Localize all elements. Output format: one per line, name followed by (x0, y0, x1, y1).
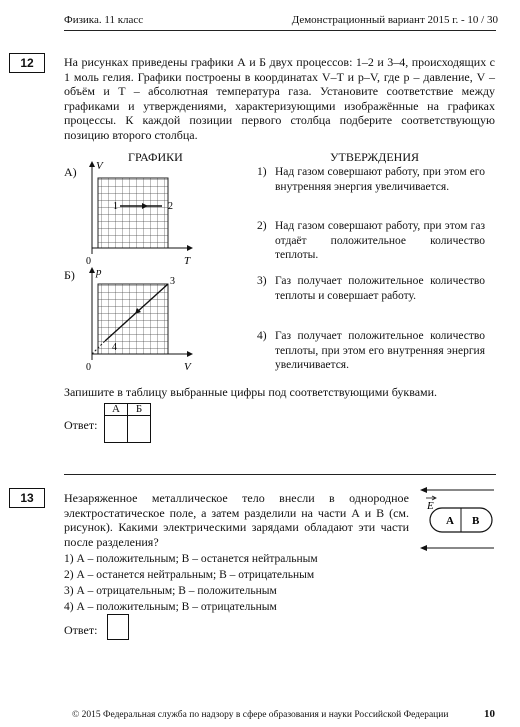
graph-b-label: Б) (64, 268, 75, 282)
statement-2 (257, 219, 485, 263)
graph-b-origin: 0 (86, 362, 91, 373)
graph-a-grid (98, 178, 168, 248)
statement-1 (257, 165, 485, 194)
page-number: 10 (484, 708, 495, 720)
graph-b-grid (98, 284, 168, 354)
question-number-12: 12 (9, 53, 45, 73)
q13-option-2: 2) А – останется нейтральным; В – отрицательным (64, 569, 315, 581)
statement-3-number: 3) (257, 275, 267, 287)
graph-a-y-label: V (96, 160, 103, 172)
graph-b-point-3: 3 (170, 276, 175, 287)
answer-cell-b[interactable] (128, 416, 151, 443)
statement-2-text: Над газом совершают работу, при этом газ отдаёт положительное количество теплоты. (275, 220, 485, 261)
answer-instruction: Запишите в таблицу выбранные цифры под соответствующими буквами. (64, 385, 438, 399)
statement-2-number: 2) (257, 220, 267, 232)
question-divider (64, 474, 496, 475)
part-a-label: А (446, 515, 454, 527)
field-diagram (418, 484, 498, 554)
graph-b-y-label: p (96, 266, 102, 278)
statement-1-number: 1) (257, 166, 267, 178)
footer-copyright: © 2015 Федеральная служба по надзору в сфере образования и науки Российской Федерации (72, 710, 449, 720)
graphs-heading: ГРАФИКИ (128, 150, 183, 164)
graph-a-origin: 0 (86, 256, 91, 267)
header-variant: Демонстрационный вариант 2015 г. - 10 / 30 (291, 14, 498, 26)
question-12-text: На рисунках приведены графики А и Б двух процессов: 1–2 и 3–4, происходящих с 1 моль гелия. Графики построены в координатах V–T и p–V, где p – давление, V – объём и T – абсолютная температура газа. Установите соответствие между графиками и утверждениями, характеризующими изображённые на графиках процессы. К каждой позиции первого столбца подберите соответствующую позицию второго столбца. (64, 55, 495, 142)
graph-b-point-4: 4 (112, 342, 117, 353)
statement-4 (257, 329, 485, 373)
q13-answer-label: Ответ: (64, 623, 98, 637)
q13-answer-box[interactable] (107, 614, 129, 640)
field-label: E (427, 500, 434, 512)
q13-option-4: 4) А – положительным; В – отрицательным (64, 601, 277, 613)
q13-option-1: 1) А – положительным; В – останется нейтральным (64, 553, 318, 565)
part-b-label: В (472, 515, 480, 527)
q13-option-3: 3) А – отрицательным; В – положительным (64, 585, 277, 597)
statement-4-number: 4) (257, 330, 267, 342)
answer-cell-a[interactable] (105, 416, 128, 443)
header-divider (64, 30, 496, 31)
answer-header-a: А (105, 404, 128, 416)
question-number-13: 13 (9, 488, 45, 508)
graph-a-point-1: 1 (113, 201, 118, 212)
statement-3-text: Газ получает положительное количество теплоты и совершает работу. (275, 275, 485, 302)
q12-answer-label: Ответ: (64, 418, 98, 432)
header-subject: Физика. 11 класс (64, 14, 144, 26)
graph-a-x-label: T (184, 255, 191, 267)
statement-3 (257, 274, 485, 303)
statements-heading: УТВЕРЖДЕНИЯ (330, 150, 420, 164)
answer-header-b: Б (128, 404, 151, 416)
q12-answer-table (104, 403, 151, 443)
graph-a-point-2: 2 (168, 201, 173, 212)
graph-b-x-label: V (184, 361, 191, 373)
graph-a (80, 158, 200, 270)
statement-4-text: Газ получает положительное количество теплоты, при этом его внутренняя энергия увеличивается. (275, 330, 485, 371)
question-13-text: Незаряженное металлическое тело внесли в однородное электростатическое поле, а затем разделили на части А и В (см. рисунок). Какими электрическими зарядами обладают эти части после разделения? (64, 491, 409, 549)
graph-a-label: А) (64, 165, 77, 179)
statement-1-text: Над газом совершают работу, при этом его внутренняя энергия увеличивается. (275, 166, 485, 193)
graph-b (80, 264, 200, 376)
